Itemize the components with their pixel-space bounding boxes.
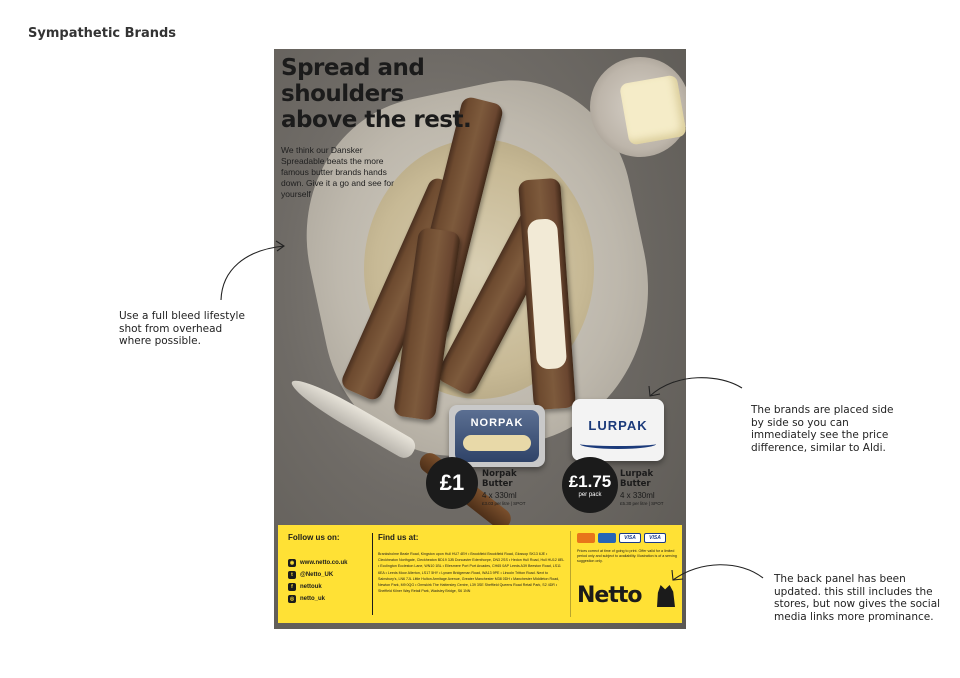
lurpak-brand: LURPAK	[588, 418, 648, 433]
product-name-line: Butter	[482, 479, 513, 489]
web-icon: ◉	[289, 560, 295, 566]
tub-wave	[580, 439, 656, 449]
arrow-back-panel	[673, 565, 763, 580]
social-text: netto_uk	[300, 596, 326, 602]
twitter-icon: t	[288, 571, 296, 579]
headline	[281, 55, 481, 133]
facebook-icon: f	[288, 583, 296, 591]
fine-print: Prices correct at time of going to print. Offer valid for a limited period only and subject to availability. Illustration is of a serving suggestion only.	[577, 549, 677, 563]
headline-line: Spread and	[281, 55, 425, 81]
social-link-web[interactable]	[288, 559, 347, 567]
norpak-price-badge	[426, 457, 478, 509]
norpak-fine: £3.03 per litre | SPOT	[482, 501, 526, 506]
annotation-lifestyle-shot: Use a full bleed lifestyle shot from overhead where possible.	[119, 310, 245, 347]
annotation-back-panel: The back panel has been updated. this still includes the stores, but now gives the social media links more prominance.	[774, 573, 941, 623]
headline-line: above the rest.	[281, 107, 472, 133]
panel-divider	[372, 533, 373, 615]
follow-title: Follow us on:	[288, 533, 340, 542]
find-title: Find us at:	[378, 533, 419, 542]
social-text: www.netto.co.uk	[300, 560, 348, 566]
butter-block	[619, 74, 686, 145]
mastercard-icon	[577, 533, 595, 543]
scottie-dog-icon	[657, 585, 675, 607]
section-title: Sympathetic Brands	[28, 26, 177, 41]
lurpak-price-badge	[562, 457, 618, 513]
instagram-icon: ◎	[289, 596, 295, 602]
maestro-icon	[598, 533, 616, 543]
norpak-size: 4 x 330ml	[482, 491, 517, 500]
price-text: £1.75	[568, 471, 612, 491]
social-text: @Netto_UK	[300, 572, 334, 578]
back-panel	[278, 525, 682, 623]
visa-icon: VISA	[619, 533, 641, 543]
poster	[274, 49, 686, 629]
product-name-line: Lurpak	[620, 469, 654, 479]
social-link-twitter[interactable]	[288, 571, 333, 579]
norpak-tub	[449, 405, 545, 467]
visa-icon: VISA	[644, 533, 666, 543]
headline-line: shoulders	[281, 81, 404, 107]
price-unit: per pack	[578, 491, 602, 498]
lurpak-tub	[572, 399, 664, 461]
netto-logo: Netto	[577, 583, 642, 608]
payment-cards	[577, 533, 666, 543]
store-list: Branksholme Beale Road, Kingston upon Hull HU7 4EH • Brookfield Brookfield Road, Glossop SK13 6JE • Cleckheaton Northgate, Cleckheaton BD19 3JB Doncaster Edenthorpe, DN3 2SS • Hedon Hull Road, Hull HU12 8EL • Ecclington Eccleston Lane, WN10 1BL • Ellesmere Port Port Arcades, CH65 0AP Leeds A39 Beeston Road, LS11 6EA • Leeds Moor Allerton, LS17 5HY • Lynam Bridgeman Road, WA13 9PE • Lincoln Tritton Road. Next to Sainsbury's, LN6 7JL Little Hulton Armitage Avenue, Greater Manchester M38 0DH • Manchester Middleton Road, Newton Park, M9 0QG • Ormskirk The Hattersley Centre, L39 3SE Sheffield Queens Road Retail Park, S2 4DR • Sheffield Kilner Way Retail Park, Wadsley Bridge, S6 1NN	[378, 552, 565, 594]
product-name-line: Norpak	[482, 469, 517, 479]
lurpak-name	[620, 469, 653, 489]
social-link-facebook[interactable]	[288, 583, 322, 591]
panel-divider	[570, 531, 571, 617]
price-text: £1	[439, 470, 465, 495]
lurpak-fine: £5.30 per litre | SPOT	[620, 501, 664, 506]
social-link-instagram[interactable]	[288, 595, 325, 603]
social-text: nettouk	[300, 584, 322, 590]
lurpak-size: 4 x 330ml	[620, 491, 655, 500]
product-name-line: Butter	[620, 479, 651, 489]
subcopy: We think our Dansker Spreadable beats the more famous butter brands hands down. Give it a go and see for yourself	[281, 145, 394, 199]
norpak-name	[482, 469, 517, 489]
norpak-brand: NORPAK	[470, 417, 524, 429]
tub-stripe	[463, 435, 531, 451]
annotation-side-by-side: The brands are placed side by side so you can immediately see the price difference, similar to Aldi.	[751, 404, 894, 454]
